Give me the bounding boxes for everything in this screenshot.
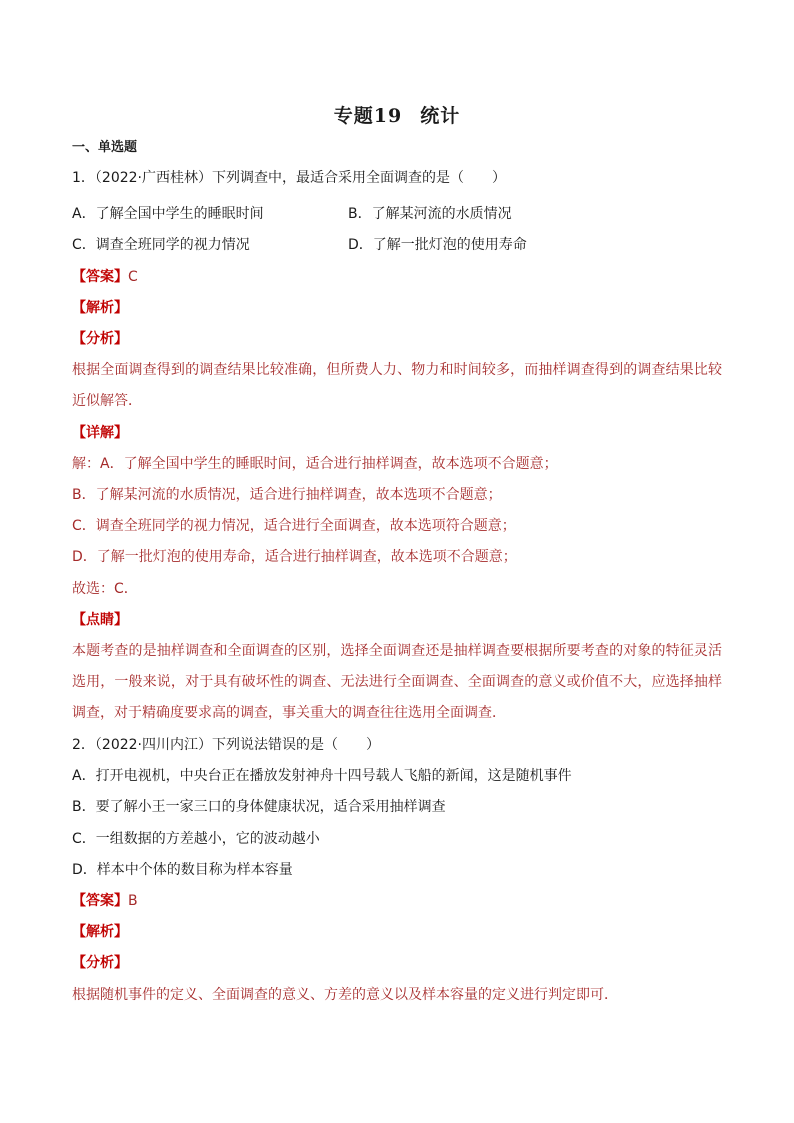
q1-stem: 1．（2022·广西桂林）下列调查中，最适合采用全面调查的是（ ）	[72, 170, 506, 186]
q1-detail-c: C．调查全班同学的视力情况，适合进行全面调查，故本选项符合题意；	[72, 518, 516, 534]
answer-value: B	[128, 893, 138, 909]
q2-option-b: B．要了解小王一家三口的身体健康状况，适合采用抽样调查	[72, 799, 446, 815]
q1-fenxi-tag: 【分析】	[72, 331, 128, 347]
q1-option-b: B．了解某河流的水质情况	[348, 206, 512, 222]
q2-stem: 2．（2022·四川内江）下列说法错误的是（ ）	[72, 737, 380, 753]
section-heading: 一、单选题	[72, 140, 138, 155]
q1-option-d: D．了解一批灯泡的使用寿命	[348, 237, 527, 253]
q1-detail-d: D．了解一批灯泡的使用寿命，适合进行抽样调查，故本选项不合题意；	[72, 549, 517, 565]
q1-answer	[72, 267, 138, 287]
answer-tag: 【答案】	[72, 893, 128, 909]
q2-option-d: D．样本中个体的数目称为样本容量	[72, 862, 293, 878]
q2-analysis-text: 根据随机事件的定义、全面调查的意义、方差的意义以及样本容量的定义进行判定即可．	[72, 987, 618, 1003]
q2-answer	[72, 891, 138, 911]
q1-option-a: A．了解全国中学生的睡眠时间	[72, 206, 264, 222]
q2-fenxi-tag: 【分析】	[72, 955, 128, 971]
q1-analysis-text: 根据全面调查得到的调查结果比较准确，但所费人力、物力和时间较多，而抽样调查得到的调查结果比较近似解答．	[72, 362, 722, 409]
q2-option-c: C．一组数据的方差越小，它的波动越小	[72, 831, 320, 847]
answer-value: C	[128, 269, 138, 285]
q2-option-a: A．打开电视机，中央台正在播放发射神舟十四号载人飞船的新闻，这是随机事件	[72, 768, 572, 784]
q1-detail-b: B．了解某河流的水质情况，适合进行抽样调查，故本选项不合题意；	[72, 487, 502, 503]
q1-xiangjie-tag: 【详解】	[72, 425, 128, 441]
title-subject: 统计	[420, 105, 461, 127]
page-title	[0, 101, 794, 128]
q1-detail-a: 解：A．了解全国中学生的睡眠时间，适合进行抽样调查，故本选项不合题意；	[72, 456, 558, 472]
q1-dianjing-tag: 【点睛】	[72, 612, 128, 628]
q1-jiexi-tag: 【解析】	[72, 300, 128, 316]
q1-conclusion: 故选：C．	[72, 581, 138, 597]
title-topic: 专题19	[333, 105, 403, 127]
q1-dianjing-text: 本题考查的是抽样调查和全面调查的区别，选择全面调查还是抽样调查要根据所要考查的对象的特征灵活选用，一般来说，对于具有破坏性的调查、无法进行全面调查、全面调查的意义或价值不大，应选择抽样调查，对于精确度要求高的调查，事关重大的调查往往选用全面调查．	[72, 643, 722, 721]
q1-option-c: C．调查全班同学的视力情况	[72, 237, 250, 253]
answer-tag: 【答案】	[72, 269, 128, 285]
q2-jiexi-tag: 【解析】	[72, 924, 128, 940]
